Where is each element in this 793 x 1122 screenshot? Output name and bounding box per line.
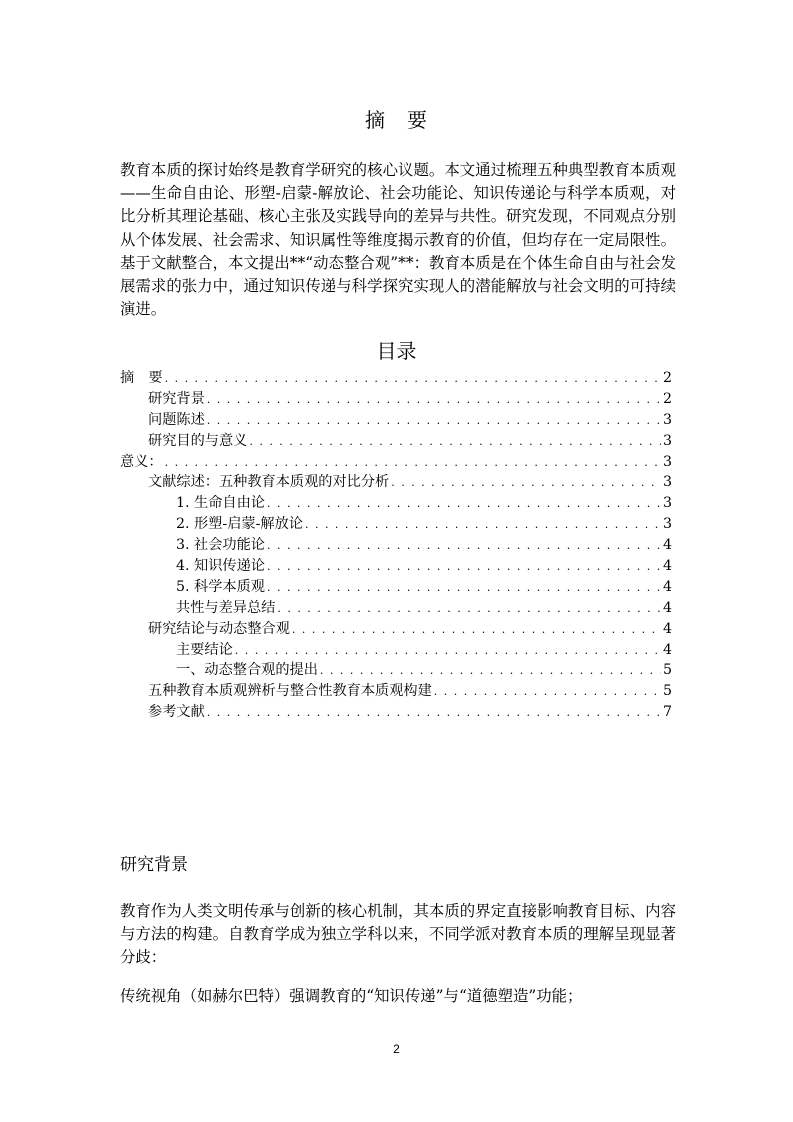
toc-entry-page: 4 [662,599,672,616]
toc-dot-leader [320,660,661,682]
section-heading: 研究背景 [120,855,188,875]
toc-entry-page: 3 [662,516,672,533]
section-paragraph: 传统视角（如赫尔巴特）强调教育的“知识传递”与“道德塑造”功能； [120,987,583,1005]
toc-entry-page: 4 [662,558,672,575]
toc-dot-leader [292,619,661,641]
toc-entry-title: 摘 要 [120,370,163,386]
toc-entry-page: 3 [662,432,672,449]
toc-entry-page: 3 [662,474,672,491]
toc-entry[interactable] [120,619,672,640]
toc-dot-leader [267,577,661,599]
toc-entry[interactable] [120,410,672,431]
toc-entry-page: 3 [662,411,672,428]
toc-entry-title: 问题陈述 [148,411,205,428]
toc-entry-title: 5. 科学本质观 [176,578,265,595]
toc-entry-title: 文献综述：五种教育本质观的对比分析 [148,474,390,491]
toc-dot-leader [165,368,661,390]
toc-entry-page: 3 [662,495,672,512]
section-paragraph: 教育作为人类文明传承与创新的核心机制，其本质的界定直接影响教育目标、内容与方法的构建。自教育学成为独立学科以来，不同学派对教育本质的理解呈现显著分歧： [120,902,676,967]
toc-entry-title: 研究目的与意义 [148,432,248,449]
toc-entry-title: 3. 社会功能论 [176,537,265,554]
toc-dot-leader [207,702,661,724]
toc-entry-page: 4 [662,620,672,637]
toc-entry-title: 2. 形塑-启蒙-解放论 [176,516,303,533]
toc-entry-page: 5 [662,683,672,700]
toc-dot-leader [249,431,661,453]
toc-entry[interactable] [120,702,672,723]
toc-entry-page: 4 [662,641,672,658]
toc-dot-leader [235,640,661,662]
toc-entry[interactable] [120,598,672,619]
toc-entry[interactable] [120,389,672,410]
toc-dot-leader [207,389,661,411]
table-of-contents [120,368,672,723]
toc-entry[interactable] [120,556,672,577]
toc-entry[interactable] [120,660,672,681]
toc-title: 目录 [376,339,417,363]
toc-dot-leader [277,598,661,620]
toc-entry-page: 2 [662,370,672,386]
abstract-title: 摘 要 [365,108,428,132]
toc-entry-page: 3 [662,453,672,470]
toc-entry[interactable] [120,493,672,514]
toc-dot-leader [165,452,661,474]
toc-entry-title: 共性与差异总结 [176,599,276,616]
toc-entry[interactable] [120,640,672,661]
toc-entry[interactable] [120,472,672,493]
toc-entry-title: 参考文献 [148,704,205,721]
toc-dot-leader [434,681,661,703]
toc-entry-page: 7 [662,704,672,721]
toc-entry[interactable] [120,368,672,389]
toc-entry[interactable] [120,681,672,702]
toc-entry[interactable] [120,431,672,452]
toc-entry[interactable] [120,452,672,473]
abstract-body: 教育本质的探讨始终是教育学研究的核心议题。本文通过梳理五种典型教育本质观——生命自由论、形塑-启蒙-解放论、社会功能论、知识传递论与科学本质观，对比分析其理论基础、核心主张及实践导向的差异与共性。研究发现，不同观点分别从个体发展、社会需求、知识属性等维度揭示教育的价值，但均存在一定局限性。基于文献整合，本文提出**“动态整合观”**：教育本质是在个体生命自由与社会发展需求的张力中，通过知识传递与科学探究实现人的潜能解放与社会文明的可持续演进。 [120,161,676,319]
toc-entry[interactable] [120,577,672,598]
toc-dot-leader [267,493,661,515]
toc-entry-page: 5 [662,662,672,679]
toc-entry[interactable] [120,514,672,535]
toc-entry-title: 主要结论 [176,641,233,658]
toc-entry-title: 一、动态整合观的提出 [176,662,318,679]
toc-entry-title: 4. 知识传递论 [176,558,265,575]
page-number: 2 [393,1042,400,1056]
toc-entry[interactable] [120,535,672,556]
toc-dot-leader [207,410,661,432]
toc-entry-page: 2 [662,390,672,407]
toc-entry-title: 意义： [120,453,163,470]
toc-entry-title: 研究结论与动态整合观 [148,620,290,637]
toc-entry-page: 4 [662,537,672,554]
toc-dot-leader [267,556,661,578]
toc-dot-leader [267,535,661,557]
toc-entry-page: 4 [662,578,672,595]
toc-dot-leader [305,514,661,536]
toc-entry-title: 五种教育本质观辨析与整合性教育本质观构建 [148,683,432,700]
toc-dot-leader [391,472,661,494]
toc-entry-title: 研究背景 [148,390,205,407]
toc-entry-title: 1. 生命自由论 [176,495,265,512]
